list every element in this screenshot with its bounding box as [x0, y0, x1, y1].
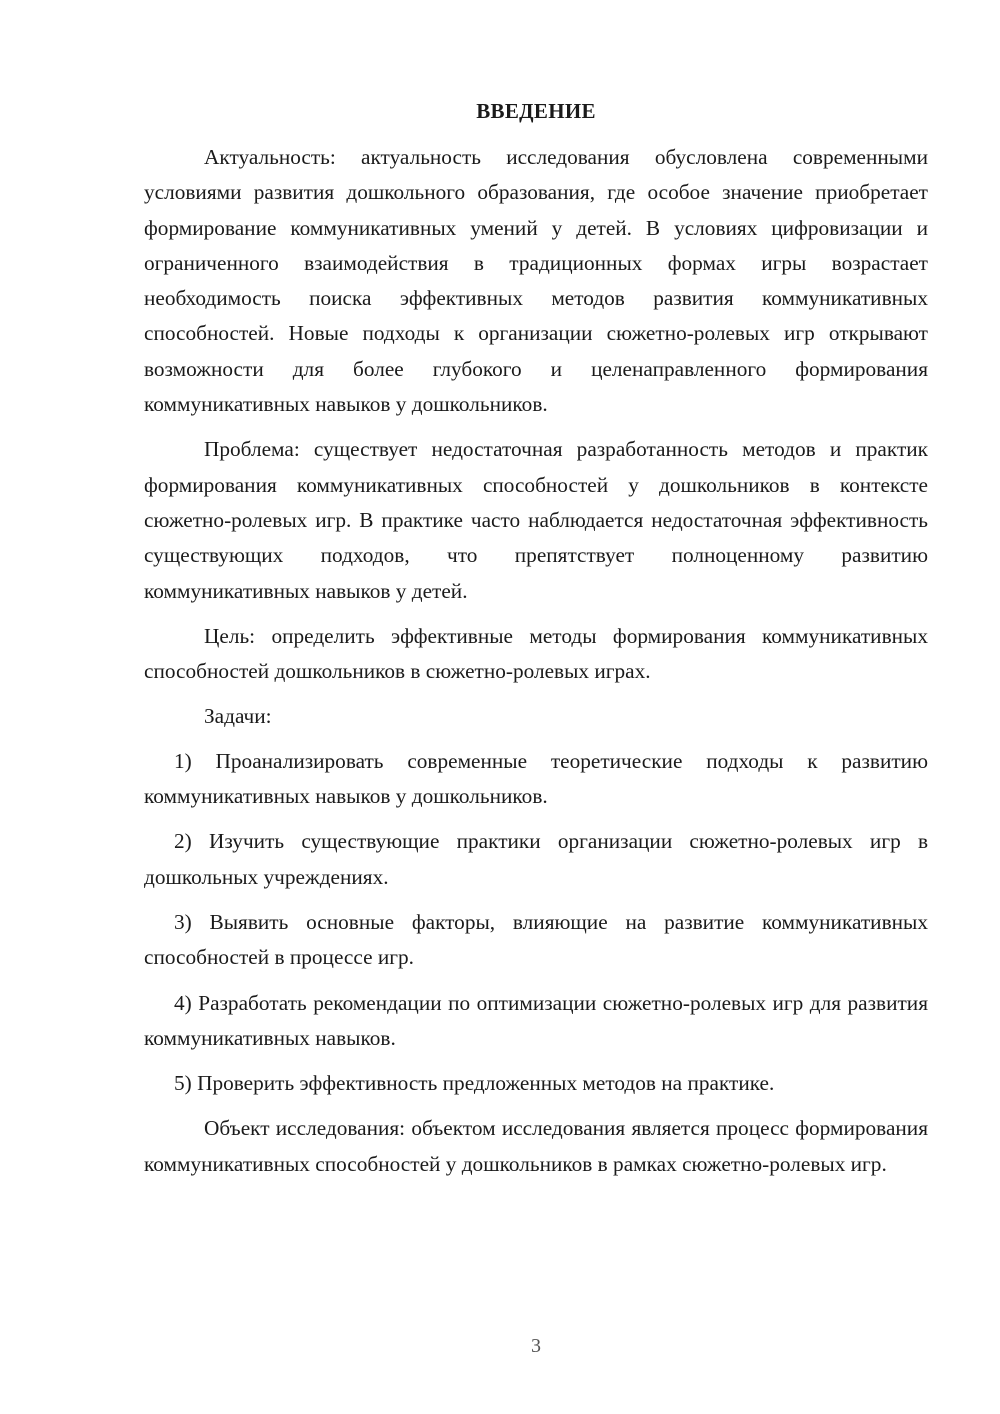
tasks-list [144, 744, 928, 1102]
task-item: 4) Разработать рекомендации по оптимизации сюжетно-ролевых игр для развития коммуникативных навыков. [144, 990, 928, 1050]
task-item: 1) Проанализировать современные теоретические подходы к развитию коммуникативных навыков у дошкольников. [144, 748, 928, 809]
task-item: 2) Изучить существующие практики организации сюжетно-ролевых игр в дошкольных учреждениях. [144, 829, 928, 889]
problem-paragraph: Проблема: существует недостаточная разработанность методов и практик формирования коммуникативных способностей у дошкольников в контексте сюжетно-ролевых игр. В практике часто наблюдается недостаточная эффективность существующих подходов, что препятствует полноценному развитию коммуникативных навыков у детей. [144, 437, 928, 603]
page-number: 3 [531, 1335, 541, 1357]
object-paragraph: Объект исследования: объектом исследования является процесс формирования коммуникативных способностей у дошкольников в рамках сюжетно-ролевых игр. [144, 1116, 928, 1176]
document-page [144, 96, 928, 1192]
section-title: ВВЕДЕНИЕ [476, 99, 596, 123]
task-item: 3) Выявить основные факторы, влияющие на развитие коммуникативных способностей в процессе игр. [144, 909, 928, 970]
tasks-heading: Задачи: [204, 704, 272, 729]
relevance-paragraph: Актуальность: актуальность исследования обусловлена современными условиями развития дошкольного образования, где особое значение приобретает формирование коммуникативных умений у детей. В условиях цифровизации и ограниченного взаимодействия в традиционных формах игры возрастает необходимость поиска эффективных методов развития коммуникативных способностей. Новые подходы к организации сюжетно-ролевых игр открывают возможности для более глубокого и целенаправленного формирования коммуникативных навыков у дошкольников. [144, 145, 928, 417]
task-item: 5) Проверить эффективность предложенных методов на практике. [174, 1071, 775, 1096]
goal-paragraph: Цель: определить эффективные методы формирования коммуникативных способностей дошкольников в сюжетно-ролевых играх. [144, 623, 928, 684]
